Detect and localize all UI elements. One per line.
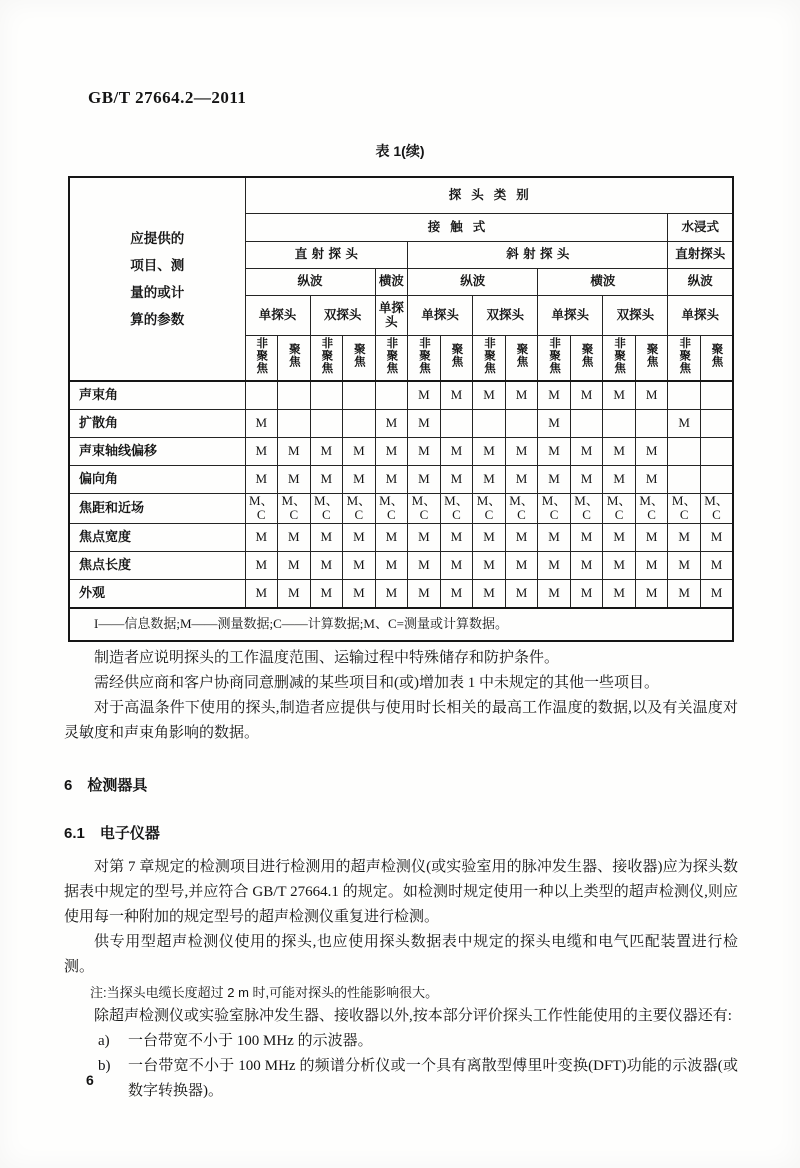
data-cell: M、C (278, 493, 311, 524)
data-cell: M (505, 465, 538, 493)
data-cell (570, 409, 603, 437)
data-cell: M (538, 524, 571, 552)
header-dual-probe: 双探头 (310, 295, 375, 335)
data-cell: M (635, 552, 668, 580)
data-cell (668, 381, 701, 409)
header-focus-cell (538, 335, 571, 381)
focus-label: 非聚焦 (678, 337, 691, 375)
data-cell: M (505, 524, 538, 552)
subsection-heading (64, 821, 738, 846)
data-cell: M、C (538, 493, 571, 524)
focus-label: 非聚焦 (255, 337, 268, 375)
data-cell: M (700, 552, 733, 580)
table1-continued-wrapper (68, 176, 734, 642)
focus-label: 聚焦 (450, 343, 463, 369)
data-cell: M (343, 552, 376, 580)
table-footnote-row (69, 608, 733, 641)
paragraph: 制造者应说明探头的工作温度范围、运输过程中特殊储存和防护条件。 (94, 650, 560, 666)
header-longitudinal-wave: 纵波 (245, 268, 375, 295)
data-cell (245, 381, 278, 409)
data-cell: M (700, 580, 733, 608)
table-row (69, 409, 733, 437)
data-cell: M (245, 437, 278, 465)
data-cell: M (408, 381, 441, 409)
focus-label: 非聚焦 (320, 337, 333, 375)
data-cell: M (278, 580, 311, 608)
focus-label: 聚焦 (352, 343, 365, 369)
header-focus-cell (700, 335, 733, 381)
data-cell: M (408, 409, 441, 437)
data-cell: M (538, 580, 571, 608)
data-cell: M (473, 465, 506, 493)
paragraph: 需经供应商和客户协商同意删减的某些项目和(或)增加表 1 中未规定的其他一些项目。 (94, 675, 659, 691)
data-cell (343, 409, 376, 437)
header-row-category (69, 177, 733, 213)
stub-header (69, 177, 245, 381)
table-row (69, 493, 733, 524)
data-cell: M (440, 381, 473, 409)
data-cell (310, 381, 343, 409)
table1-continued (68, 176, 734, 642)
data-cell: M (635, 524, 668, 552)
data-cell: M (375, 524, 408, 552)
data-cell: M (473, 437, 506, 465)
header-longitudinal-wave: 纵波 (668, 268, 733, 295)
focus-label: 聚焦 (287, 343, 300, 369)
focus-label: 非聚焦 (483, 337, 496, 375)
data-cell: M (245, 552, 278, 580)
data-cell (375, 381, 408, 409)
data-cell: M (245, 465, 278, 493)
header-probe-category: 探头类别 (245, 177, 733, 213)
header-longitudinal-wave: 纵波 (408, 268, 538, 295)
data-cell: M (278, 552, 311, 580)
data-cell: M (635, 465, 668, 493)
data-cell: M、C (635, 493, 668, 524)
data-cell: M (700, 524, 733, 552)
subsection-title: 电子仪器 (99, 825, 160, 842)
header-transverse-wave: 横波 (538, 268, 668, 295)
data-cell: M (668, 552, 701, 580)
header-single-probe: 单探头 (375, 295, 408, 335)
focus-label: 非聚焦 (417, 337, 430, 375)
data-cell: M (538, 437, 571, 465)
header-straight-beam-immersion: 直射探头 (668, 241, 733, 268)
table-row (69, 437, 733, 465)
focus-label: 聚焦 (515, 343, 528, 369)
stub-line: 项目、测 (130, 258, 185, 273)
row-label: 焦距和近场 (69, 493, 245, 524)
data-cell: M (635, 381, 668, 409)
focus-label: 聚焦 (645, 343, 658, 369)
data-cell (700, 381, 733, 409)
table-footnote: I——信息数据;M——测量数据;C——计算数据;M、C=测量或计算数据。 (69, 608, 733, 641)
header-focus-cell (375, 335, 408, 381)
data-cell (473, 409, 506, 437)
data-cell: M (538, 381, 571, 409)
header-focus-cell (668, 335, 701, 381)
data-cell: M、C (408, 493, 441, 524)
data-cell (700, 437, 733, 465)
paragraph: 供专用型超声检测仪使用的探头,也应使用探头数据表中规定的探头电缆和电气匹配装置进行检测。 (64, 934, 738, 975)
data-cell (668, 465, 701, 493)
data-cell: M (635, 580, 668, 608)
header-transverse-wave: 横波 (375, 268, 408, 295)
data-cell (440, 409, 473, 437)
data-cell: M (505, 580, 538, 608)
data-cell (278, 409, 311, 437)
section-heading (64, 773, 738, 798)
body-text (64, 646, 738, 1104)
data-cell: M、C (245, 493, 278, 524)
focus-label: 非聚焦 (548, 337, 561, 375)
stub-line: 量的或计 (130, 285, 185, 300)
header-focus-cell (505, 335, 538, 381)
data-cell: M (245, 580, 278, 608)
data-cell: M (538, 465, 571, 493)
data-cell (310, 409, 343, 437)
stub-line: 算的参数 (130, 312, 185, 327)
data-cell: M、C (700, 493, 733, 524)
data-cell: M (343, 580, 376, 608)
standard-number: GB/T 27664.2—2011 (88, 88, 247, 107)
section-number: 6 (64, 777, 73, 794)
header-angle-beam: 斜射探头 (408, 241, 668, 268)
note: 注:当探头电缆长度超过 2 m 时,可能对探头的性能影响很大。 (90, 985, 439, 1000)
list-text: 一台带宽不小于 100 MHz 的频谱分析仪或一个具有离散型傅里叶变换(DFT)功能的示波器(或数字转换器)。 (128, 1058, 738, 1099)
data-cell: M (570, 437, 603, 465)
data-cell (505, 409, 538, 437)
data-cell: M (603, 580, 636, 608)
header-dual-probe: 双探头 (473, 295, 538, 335)
row-label: 声束轴线偏移 (69, 437, 245, 465)
paragraph: 除超声检测仪或实验室脉冲发生器、接收器以外,按本部分评价探头工作性能使用的主要仪器还有: (94, 1008, 732, 1024)
data-cell: M (668, 524, 701, 552)
data-cell: M、C (375, 493, 408, 524)
header-single-probe: 单探头 (538, 295, 603, 335)
header-immersion-type: 水浸式 (668, 213, 733, 241)
row-label: 偏向角 (69, 465, 245, 493)
data-cell: M (343, 437, 376, 465)
data-cell: M (505, 552, 538, 580)
data-cell: M (310, 580, 343, 608)
row-label: 焦点长度 (69, 552, 245, 580)
data-cell: M (310, 552, 343, 580)
data-cell (278, 381, 311, 409)
table-body (69, 381, 733, 608)
data-cell: M (375, 580, 408, 608)
data-cell: M (538, 409, 571, 437)
data-cell: M (668, 580, 701, 608)
header-straight-beam: 直射探头 (245, 241, 408, 268)
data-cell: M (408, 580, 441, 608)
list-marker: b) (98, 1058, 111, 1074)
data-cell: M (538, 552, 571, 580)
data-cell: M (570, 580, 603, 608)
data-cell: M (603, 552, 636, 580)
table-row (69, 552, 733, 580)
data-cell: M (278, 524, 311, 552)
data-cell: M、C (603, 493, 636, 524)
header-single-probe: 单探头 (408, 295, 473, 335)
header-focus-cell (570, 335, 603, 381)
header-focus-cell (473, 335, 506, 381)
data-cell: M (570, 465, 603, 493)
row-label: 焦点宽度 (69, 524, 245, 552)
focus-label: 非聚焦 (385, 337, 398, 375)
header-focus-cell (440, 335, 473, 381)
page-number: 6 (86, 1072, 94, 1088)
data-cell: M (603, 524, 636, 552)
list-text: 一台带宽不小于 100 MHz 的示波器。 (128, 1033, 373, 1049)
data-cell: M、C (505, 493, 538, 524)
section-title: 检测器具 (87, 777, 148, 794)
data-cell: M (440, 437, 473, 465)
data-cell: M (310, 465, 343, 493)
data-cell: M (375, 409, 408, 437)
data-cell: M (375, 437, 408, 465)
data-cell: M (408, 524, 441, 552)
header-focus-cell (343, 335, 376, 381)
data-cell: M (668, 409, 701, 437)
table-title: 表 1(续) (375, 143, 425, 159)
header-single-probe: 单探头 (668, 295, 733, 335)
paragraph: 对于高温条件下使用的探头,制造者应提供与使用时长相关的最高工作温度的数据,以及有关温度对灵敏度和声束角影响的数据。 (64, 700, 738, 741)
data-cell: M (603, 381, 636, 409)
data-cell: M、C (440, 493, 473, 524)
data-cell: M (505, 381, 538, 409)
data-cell: M、C (570, 493, 603, 524)
data-cell: M (310, 524, 343, 552)
data-cell: M (245, 409, 278, 437)
header-focus-cell (310, 335, 343, 381)
paragraph: 对第 7 章规定的检测项目进行检测用的超声检测仪(或实验室用的脉冲发生器、接收器)应为探头数据表中规定的型号,并应符合 GB/T 27664.1 的规定。如检测时规定使用一种以上类型的超声检测仪,则应使用每一种附加的规定型号的超声检测仪重复进行检测。 (64, 859, 738, 925)
data-cell: M (310, 437, 343, 465)
data-cell (635, 409, 668, 437)
table-row (69, 465, 733, 493)
data-cell: M (570, 552, 603, 580)
data-cell: M (278, 465, 311, 493)
list-item (64, 1054, 738, 1104)
row-label: 扩散角 (69, 409, 245, 437)
data-cell: M (440, 552, 473, 580)
header-focus-cell (408, 335, 441, 381)
data-cell: M、C (310, 493, 343, 524)
data-cell: M (635, 437, 668, 465)
data-cell: M (473, 524, 506, 552)
list-item (64, 1029, 738, 1054)
data-cell: M (375, 552, 408, 580)
row-label: 声束角 (69, 381, 245, 409)
focus-label: 聚焦 (580, 343, 593, 369)
data-cell: M (570, 381, 603, 409)
data-cell: M (473, 381, 506, 409)
focus-label: 聚焦 (710, 343, 723, 369)
row-label: 外观 (69, 580, 245, 608)
data-cell: M (245, 524, 278, 552)
data-cell (668, 437, 701, 465)
data-cell: M (278, 437, 311, 465)
table-row (69, 524, 733, 552)
data-cell: M、C (473, 493, 506, 524)
table-row (69, 580, 733, 608)
data-cell: M (440, 580, 473, 608)
header-focus-cell (245, 335, 278, 381)
list-marker: a) (98, 1033, 110, 1049)
subsection-number: 6.1 (64, 825, 85, 842)
data-cell: M (603, 437, 636, 465)
data-cell: M (473, 580, 506, 608)
stub-line: 应提供的 (130, 231, 185, 246)
header-focus-cell (603, 335, 636, 381)
data-cell: M、C (343, 493, 376, 524)
header-focus-cell (635, 335, 668, 381)
data-cell: M (408, 437, 441, 465)
data-cell: M (505, 437, 538, 465)
data-cell (700, 409, 733, 437)
header-contact-type: 接触式 (245, 213, 668, 241)
data-cell: M (343, 524, 376, 552)
data-cell: M (375, 465, 408, 493)
data-cell: M (408, 465, 441, 493)
data-cell: M (570, 524, 603, 552)
data-cell: M (603, 465, 636, 493)
data-cell: M (473, 552, 506, 580)
table-row (69, 381, 733, 409)
data-cell (603, 409, 636, 437)
data-cell: M (440, 524, 473, 552)
data-cell: M (408, 552, 441, 580)
focus-label: 非聚焦 (613, 337, 626, 375)
header-single-probe: 单探头 (245, 295, 310, 335)
data-cell: M (440, 465, 473, 493)
header-focus-cell (278, 335, 311, 381)
header-dual-probe: 双探头 (603, 295, 668, 335)
data-cell (343, 381, 376, 409)
data-cell: M、C (668, 493, 701, 524)
data-cell: M (343, 465, 376, 493)
data-cell (700, 465, 733, 493)
